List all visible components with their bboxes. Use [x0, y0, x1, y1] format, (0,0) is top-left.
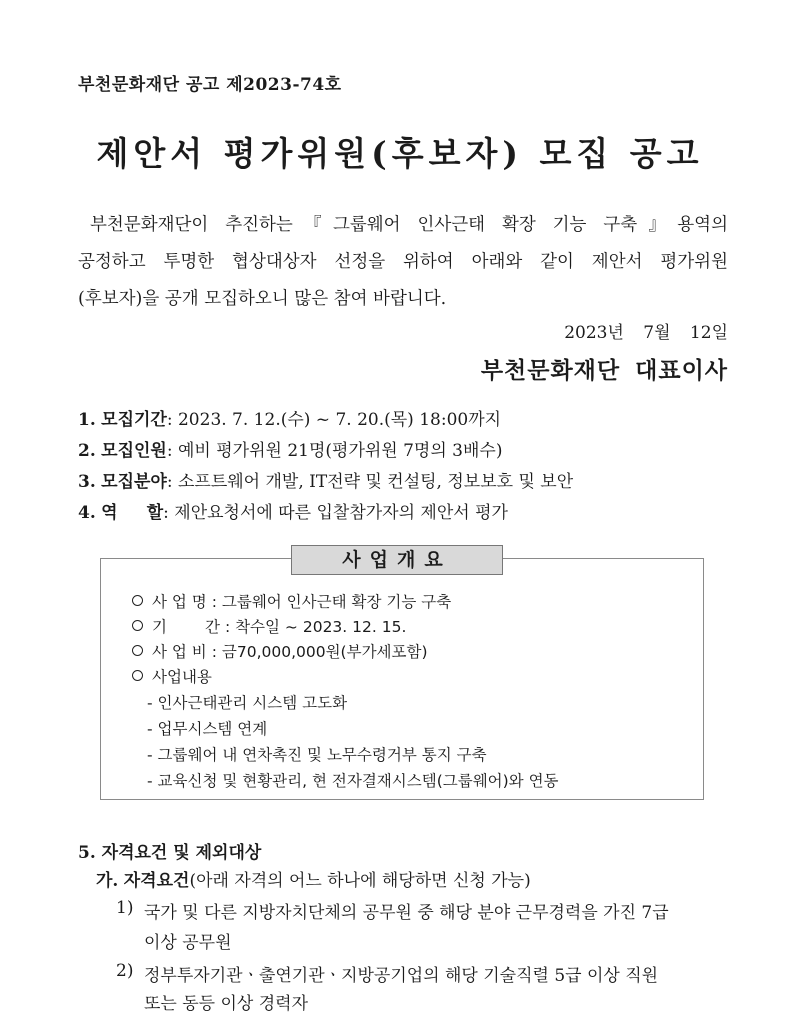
issuer-name: 부천문화재단 대표이사 [480, 357, 728, 384]
item-number: 4. [78, 503, 96, 523]
sub-note: (아래 자격의 어느 하나에 해당하면 신청 가능) [189, 871, 531, 891]
overview-content-item: - 교육신청 및 현황관리, 현 전자결재시스템(그룹웨어)와 연동 [147, 772, 559, 790]
intro-line: (후보자)을 공개 모집하오니 많은 참여 바랍니다. [78, 289, 447, 309]
overview-name-row [132, 590, 451, 612]
notice-date: 2023년 7월 12일 [564, 323, 728, 343]
overview-content-item: - 그룹웨어 내 연차촉진 및 노무수령거부 통지 구축 [147, 746, 487, 764]
qualification-1-line: 국가 및 다른 지방자치단체의 공무원 중 해당 분야 근무경력을 가진 7급 [144, 903, 669, 923]
item-value: : 예비 평가위원 21명(평가위원 7명의 3배수) [166, 441, 503, 461]
circle-bullet-icon [132, 595, 143, 606]
qualification-2-number: 2) [116, 961, 134, 981]
intro-paragraph [78, 207, 728, 318]
notice-number: 부천문화재단 공고 제2023-74호 [78, 75, 342, 95]
qualification-1-number: 1) [116, 898, 134, 918]
section-5-heading: 5. 자격요건 및 제외대상 [78, 843, 262, 863]
overview-name-value: : 그룹웨어 인사근태 확장 기능 구축 [211, 593, 452, 611]
item-label: 모집분야 [101, 472, 167, 492]
item-number: 1. [78, 410, 96, 430]
qualification-2-line: 또는 동등 이상 경력자 [144, 994, 309, 1014]
item-label: 모집기간 [101, 410, 167, 430]
item-label: 역 할 [101, 503, 164, 523]
overview-period-value: : 착수일 ~ 2023. 12. 15. [224, 618, 407, 636]
section-5-sub-heading [96, 866, 531, 891]
item-number: 3. [78, 472, 96, 492]
item-value: : 제안요청서에 따른 입찰참가자의 제안서 평가 [163, 503, 508, 523]
overview-budget-value: : 금70,000,000원(부가세포함) [211, 643, 428, 661]
intro-line: 부천문화재단이 추진하는『그룹웨어 인사근태 확장 기능 구축』용역의 [90, 215, 728, 235]
item-recruit-period [78, 405, 501, 430]
item-recruit-field [78, 467, 573, 492]
item-role [78, 498, 508, 523]
item-value: : 2023. 7. 12.(수) ~ 7. 20.(목) 18:00까지 [166, 410, 502, 430]
item-number: 2. [78, 441, 96, 461]
overview-budget-label: 사 업 비 [152, 643, 207, 661]
overview-period-label: 기 간 [152, 618, 220, 636]
circle-bullet-icon [132, 670, 143, 681]
circle-bullet-icon [132, 620, 143, 631]
sub-label: 자격요건 [123, 871, 190, 891]
overview-content-item: - 인사근태관리 시스템 고도화 [147, 694, 348, 712]
item-label: 모집인원 [101, 441, 167, 461]
item-recruit-count [78, 436, 502, 461]
overview-content-label: 사업내용 [152, 668, 212, 686]
overview-period-row [132, 615, 406, 637]
intro-line: 공정하고 투명한 협상대상자 선정을 위하여 아래와 같이 제안서 평가위원 [78, 252, 728, 272]
overview-name-label: 사 업 명 [152, 593, 207, 611]
overview-budget-row [132, 640, 428, 662]
page-title: 제안서 평가위원(후보자) 모집 공고 [96, 134, 704, 173]
overview-content-row [132, 665, 212, 687]
overview-content-item: - 업무시스템 연계 [147, 720, 268, 738]
sub-number: 가. [96, 871, 119, 891]
item-value: : 소프트웨어 개발, IT전략 및 컨설팅, 정보보호 및 보안 [166, 472, 574, 492]
qualification-2-line: 정부투자기관ㆍ출연기관ㆍ지방공기업의 해당 기술직렬 5급 이상 직원 [144, 966, 659, 986]
qualification-1-line: 이상 공무원 [144, 933, 232, 953]
overview-heading: 사업개요 [291, 545, 503, 575]
circle-bullet-icon [132, 645, 143, 656]
